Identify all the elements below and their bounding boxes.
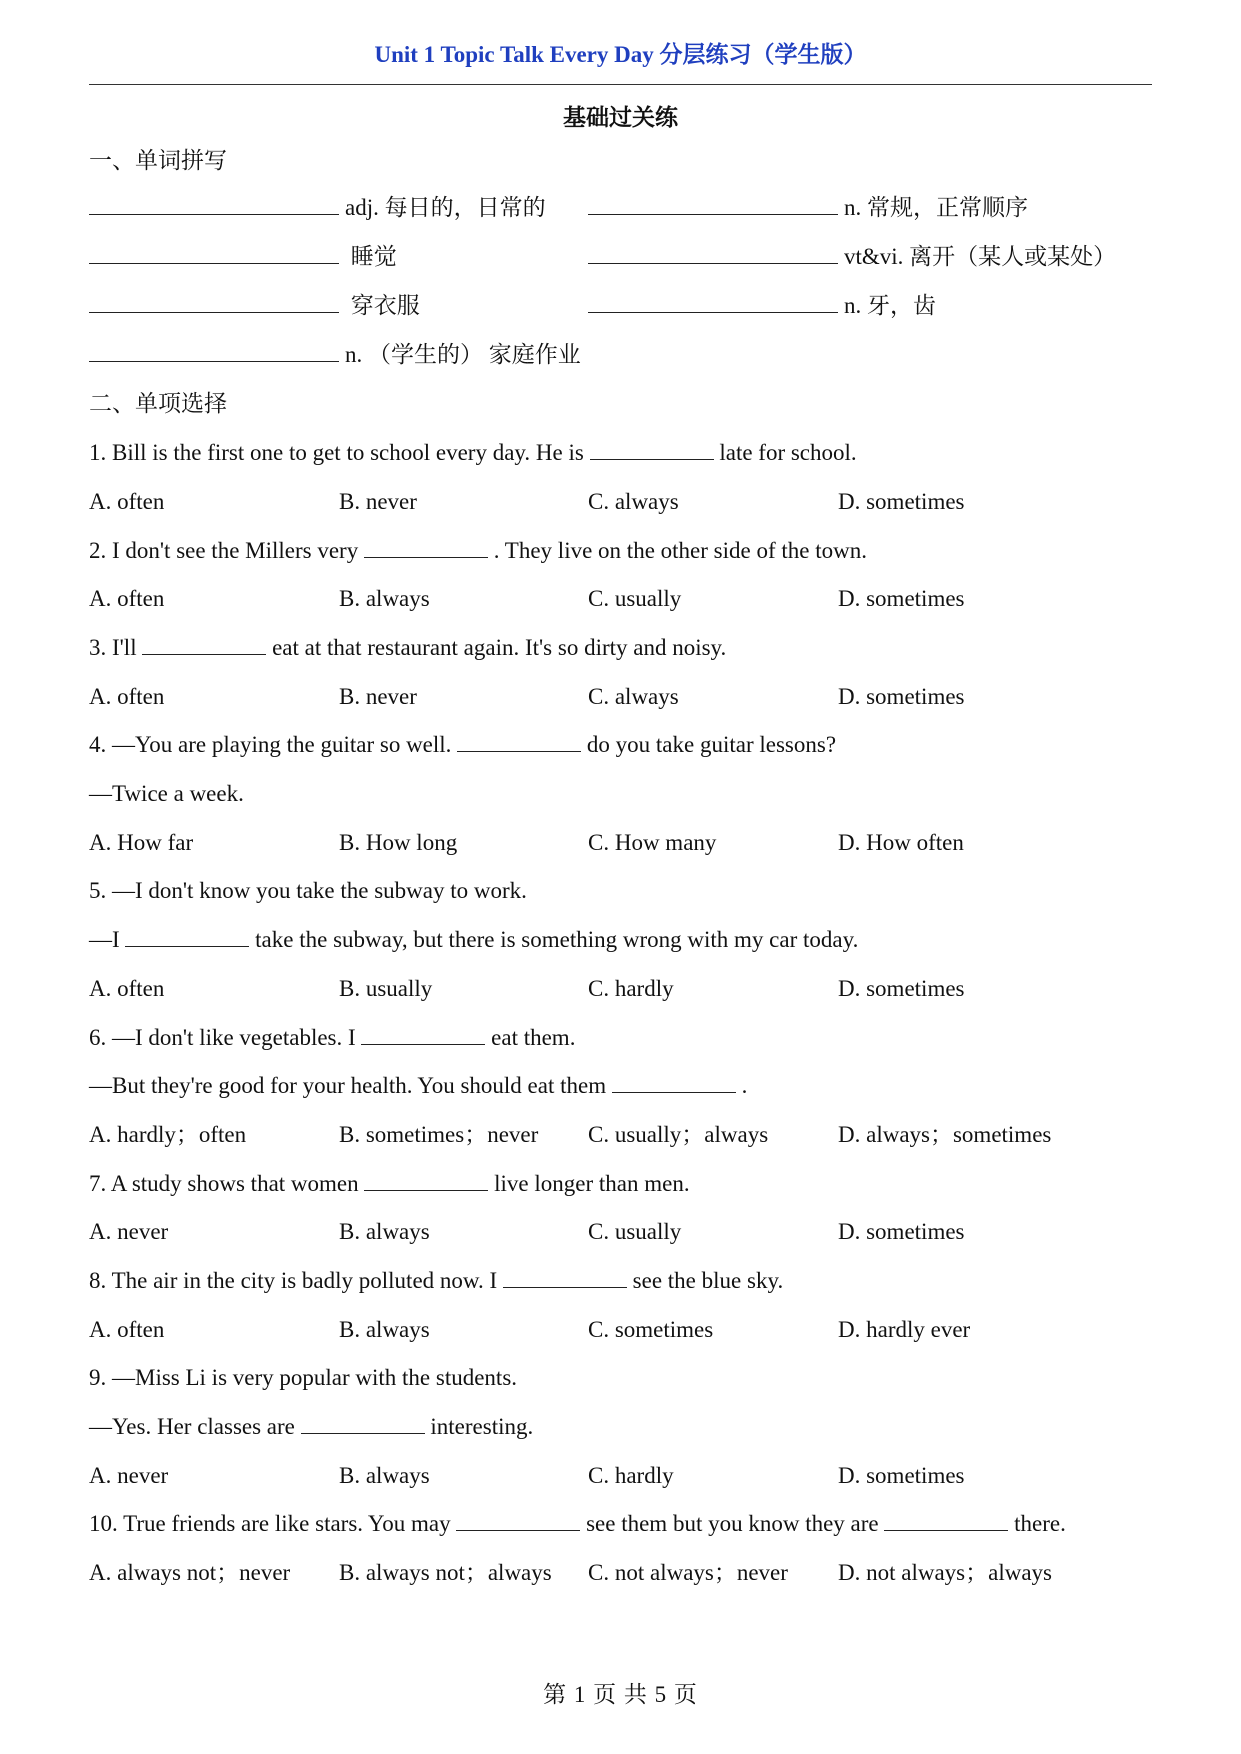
question-segment: take the subway, but there is something wrong with my car today.	[249, 927, 859, 952]
option-a[interactable]: A. How far	[89, 830, 194, 855]
options-row	[89, 1461, 1159, 1491]
vocab-meaning: 穿衣服	[345, 293, 420, 318]
answer-blank[interactable]	[361, 1024, 485, 1045]
question-text	[89, 1266, 783, 1296]
options-row	[89, 584, 1159, 614]
vocab-item	[89, 193, 546, 223]
option-b[interactable]: B. always	[339, 1463, 430, 1488]
answer-blank[interactable]	[364, 537, 488, 558]
answer-blank[interactable]	[89, 341, 339, 362]
question-segment: see them but you know they are	[580, 1511, 885, 1536]
question-text	[89, 779, 244, 809]
option-d[interactable]: D. sometimes	[838, 976, 965, 1001]
question-segment: late for school.	[713, 440, 857, 465]
options-row	[89, 487, 1159, 517]
question-segment: .	[735, 1073, 748, 1098]
question-segment: 4. —You are playing the guitar so well.	[89, 732, 458, 757]
question-segment: see the blue sky.	[626, 1268, 784, 1293]
vocab-item	[588, 242, 1116, 272]
vocab-meaning: n. 常规，正常顺序	[844, 195, 1028, 220]
answer-blank[interactable]	[125, 926, 249, 947]
option-d[interactable]: D. sometimes	[838, 684, 965, 709]
question-segment: there.	[1008, 1511, 1066, 1536]
option-c[interactable]: C. usually	[588, 586, 682, 611]
options-row	[89, 1558, 1159, 1588]
option-b[interactable]: B. usually	[339, 976, 433, 1001]
option-d[interactable]: D. hardly ever	[838, 1317, 971, 1342]
option-c[interactable]: C. always	[588, 489, 679, 514]
question-segment: 8. The air in the city is badly polluted now. I	[89, 1268, 503, 1293]
answer-blank[interactable]	[364, 1170, 488, 1191]
vocab-item	[89, 242, 397, 272]
question-segment: 5. —I don't know you take the subway to work.	[89, 878, 527, 903]
option-c[interactable]: C. not always；never	[588, 1560, 788, 1585]
question-segment: . They live on the other side of the town.	[487, 538, 867, 563]
question-segment: 2. I don't see the Millers very	[89, 538, 364, 563]
options-row	[89, 1120, 1159, 1150]
section1-title: 一、单词拼写	[89, 148, 227, 173]
option-b[interactable]: B. always	[339, 1317, 430, 1342]
option-c[interactable]: C. usually	[588, 1219, 682, 1244]
answer-blank[interactable]	[89, 292, 339, 313]
option-b[interactable]: B. How long	[339, 830, 458, 855]
answer-blank[interactable]	[590, 439, 714, 460]
question-text	[89, 730, 836, 760]
option-a[interactable]: A. often	[89, 684, 165, 709]
options-row	[89, 1217, 1159, 1247]
option-b[interactable]: B. never	[339, 684, 417, 709]
vocab-item	[588, 193, 1028, 223]
option-c[interactable]: C. hardly	[588, 976, 674, 1001]
question-segment: eat them.	[485, 1025, 576, 1050]
option-a[interactable]: A. never	[89, 1219, 169, 1244]
section2-title: 二、单项选择	[89, 391, 227, 416]
answer-blank[interactable]	[457, 731, 581, 752]
option-b[interactable]: B. always	[339, 1219, 430, 1244]
vocab-meaning: 睡觉	[345, 244, 397, 269]
answer-blank[interactable]	[588, 243, 838, 264]
question-text	[89, 925, 858, 955]
vocab-meaning: vt&vi. 离开（某人或某处）	[844, 244, 1117, 269]
option-b[interactable]: B. always not；always	[339, 1560, 552, 1585]
option-a[interactable]: A. always not；never	[89, 1560, 291, 1585]
option-d[interactable]: D. sometimes	[838, 489, 965, 514]
page-number: 第 1 页 共 5 页	[543, 1682, 698, 1707]
question-segment: interesting.	[424, 1414, 534, 1439]
vocab-meaning: adj. 每日的，日常的	[345, 195, 546, 220]
question-text	[89, 438, 857, 468]
answer-blank[interactable]	[89, 194, 339, 215]
answer-blank[interactable]	[588, 194, 838, 215]
question-segment: 3. I'll	[89, 635, 143, 660]
option-d[interactable]: D. sometimes	[838, 586, 965, 611]
option-b[interactable]: B. sometimes；never	[339, 1122, 539, 1147]
options-row	[89, 828, 1159, 858]
option-c[interactable]: C. How many	[588, 830, 717, 855]
question-segment: 1. Bill is the first one to get to school every day. He is	[89, 440, 590, 465]
answer-blank[interactable]	[884, 1510, 1008, 1531]
question-text	[89, 1023, 575, 1053]
option-d[interactable]: D. How often	[838, 830, 964, 855]
answer-blank[interactable]	[612, 1072, 736, 1093]
options-row	[89, 682, 1159, 712]
question-segment: —Yes. Her classes are	[89, 1414, 301, 1439]
options-row	[89, 1315, 1159, 1345]
option-a[interactable]: A. often	[89, 489, 165, 514]
section-heading: 基础过关练	[563, 105, 678, 130]
vocab-meaning: n. （学生的） 家庭作业	[345, 342, 581, 367]
question-segment: do you take guitar lessons?	[581, 732, 837, 757]
answer-blank[interactable]	[142, 634, 266, 655]
option-d[interactable]: D. sometimes	[838, 1463, 965, 1488]
vocab-meaning: n. 牙，齿	[844, 293, 936, 318]
option-d[interactable]: D. not always；always	[838, 1560, 1052, 1585]
option-a[interactable]: A. often	[89, 976, 165, 1001]
option-a[interactable]: A. hardly；often	[89, 1122, 247, 1147]
option-c[interactable]: C. hardly	[588, 1463, 674, 1488]
option-b[interactable]: B. always	[339, 586, 430, 611]
question-segment: 9. —Miss Li is very popular with the students.	[89, 1365, 518, 1390]
question-text	[89, 876, 527, 906]
options-row	[89, 974, 1159, 1004]
question-text	[89, 1071, 747, 1101]
answer-blank[interactable]	[588, 292, 838, 313]
answer-blank[interactable]	[503, 1267, 627, 1288]
question-segment: eat at that restaurant again. It's so dirty and noisy.	[266, 635, 727, 660]
question-segment: —But they're good for your health. You should eat them	[89, 1073, 612, 1098]
option-c[interactable]: C. usually；always	[588, 1122, 769, 1147]
option-a[interactable]: A. often	[89, 586, 165, 611]
question-segment: 7. A study shows that women	[89, 1171, 365, 1196]
answer-blank[interactable]	[301, 1413, 425, 1434]
option-b[interactable]: B. never	[339, 489, 417, 514]
question-text	[89, 536, 867, 566]
question-text	[89, 1363, 517, 1393]
question-segment: live longer than men.	[488, 1171, 690, 1196]
question-segment: 6. —I don't like vegetables. I	[89, 1025, 362, 1050]
vocab-item	[89, 340, 581, 370]
question-text	[89, 1412, 533, 1442]
option-c[interactable]: C. always	[588, 684, 679, 709]
question-text	[89, 1169, 690, 1199]
header-divider	[89, 84, 1152, 85]
option-d[interactable]: D. always；sometimes	[838, 1122, 1052, 1147]
vocab-item	[89, 291, 420, 321]
vocab-item	[588, 291, 936, 321]
option-a[interactable]: A. often	[89, 1317, 165, 1342]
question-segment: 10. True friends are like stars. You may	[89, 1511, 457, 1536]
option-c[interactable]: C. sometimes	[588, 1317, 714, 1342]
question-segment: —I	[89, 927, 126, 952]
option-a[interactable]: A. never	[89, 1463, 169, 1488]
option-d[interactable]: D. sometimes	[838, 1219, 965, 1244]
document-header: Unit 1 Topic Talk Every Day 分层练习（学生版）	[374, 42, 867, 67]
answer-blank[interactable]	[89, 243, 339, 264]
question-text	[89, 633, 726, 663]
answer-blank[interactable]	[456, 1510, 580, 1531]
question-segment: —Twice a week.	[89, 781, 244, 806]
question-text	[89, 1509, 1066, 1539]
